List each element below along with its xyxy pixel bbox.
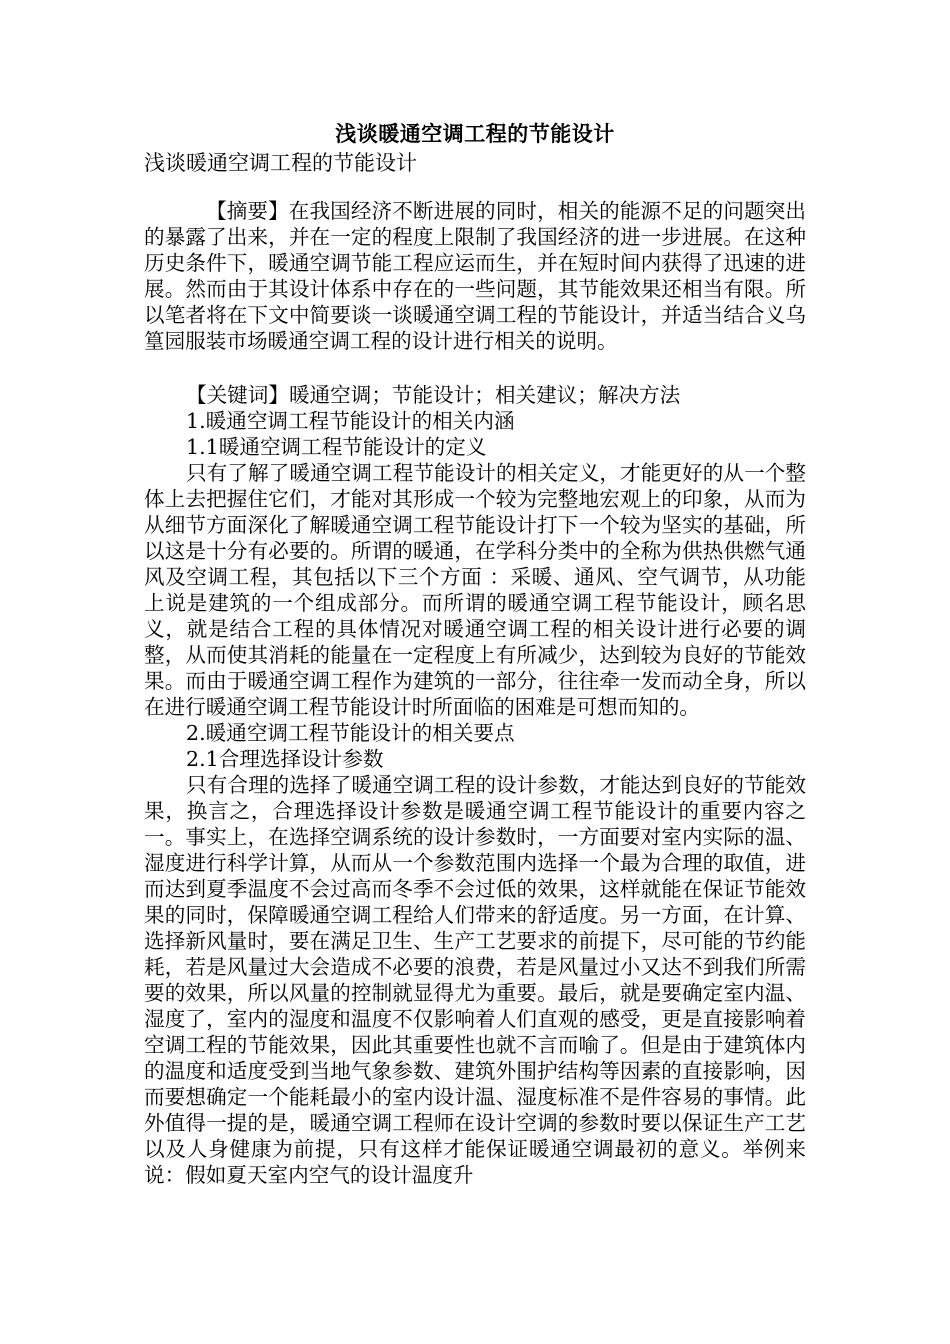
document-title: 浅谈暖通空调工程的节能设计 (335, 121, 615, 146)
section-1-heading: 1.暖通空调工程节能设计的相关内涵 (186, 409, 515, 433)
section-1-1-paragraph: 只有了解了暖通空调工程节能设计的相关定义，才能更好的从一个整体上去把握住它们，才能对其形成一个较为完整地宏观上的印象，从而为从细节方面深化了解暖通空调工程节能设计打下一个较为坚实的基础，所以这是十分有必要的。所谓的暖通，在学科分类中的全称为供热供燃气通风及空调工程，其包括以下三个方面 ：采暖、通风、空气调节，从功能上说是建筑的一个组成部分。而所谓的暖通空调工程节能设计，顾名思义，就是结合工程的具体情况对暖通空调工程的相关设计进行必要的调整，从而使其消耗的能量在一定程度上有所减少，达到较为良好的节能效果。而由于暖通空调工程作为建筑的一部分，往往牵一发而动全身，所以在进行暖通空调工程节能设计时所面临的困难是可想而知的。 (144, 461, 806, 719)
abstract-paragraph: 【摘要】在我国经济不断进展的同时，相关的能源不足的问题突出的暴露了出来，并在一定的程度上限制了我国经济的进一步进展。在这种历史条件下，暖通空调节能工程应运而生，并在短时间内获得了迅速的进展。然而由于其设计体系中存在的一些问题，其节能效果还相当有限。所以笔者将在下文中简要谈一谈暖通空调工程的节能设计，并适当结合义乌篁园服装市场暖通空调工程的设计进行相关的说明。 (144, 199, 806, 353)
document-page (144, 118, 806, 1188)
section-1-1-heading: 1.1暖通空调工程节能设计的定义 (186, 435, 487, 459)
section-2-1-paragraph: 只有合理的选择了暖通空调工程的设计参数，才能达到良好的节能效果，换言之，合理选择设计参数是暖通空调工程节能设计的重要内容之一。事实上，在选择空调系统的设计参数时，一方面要对室内实际的温、湿度进行科学计算，从而从一个参数范围内选择一个最为合理的取值，进而达到夏季温度不会过高而冬季不会过低的效果，这样就能在保证节能效果的同时，保障暖通空调工程给人们带来的舒适度。另一方面，在计算、选择新风量时，要在满足卫生、生产工艺要求的前提下，尽可能的节约能耗，若是风量过大会造成不必要的浪费，若是风量过小又达不到我们所需要的效果，所以风量的控制就显得尤为重要。最后，就是要确定室内温、湿度了，室内的湿度和温度不仅影响着人们直观的感受，更是直接影响着空调工程的节能效果，因此其重要性也就不言而喻了。但是由于建筑体内的温度和适度受到当地气象参数、建筑外围护结构等因素的直接影响，因而要想确定一个能耗最小的室内设计温、湿度标准不是件容易的事情。此外值得一提的是，暖通空调工程师在设计空调的参数时要以保证生产工艺以及人身健康为前提，只有这样才能保证暖通空调最初的意义。举例来说：假如夏天室内空气的设计温度升 (144, 773, 806, 1187)
keywords-line: 【关键词】暖通空调；节能设计；相关建议；解决方法 (186, 383, 681, 407)
section-2-1-heading: 2.1合理选择设计参数 (186, 747, 384, 771)
paragraph-spacer (144, 354, 806, 382)
document-subtitle: 浅谈暖通空调工程的节能设计 (144, 151, 417, 175)
section-2-heading: 2.暖通空调工程节能设计的相关要点 (186, 721, 515, 745)
